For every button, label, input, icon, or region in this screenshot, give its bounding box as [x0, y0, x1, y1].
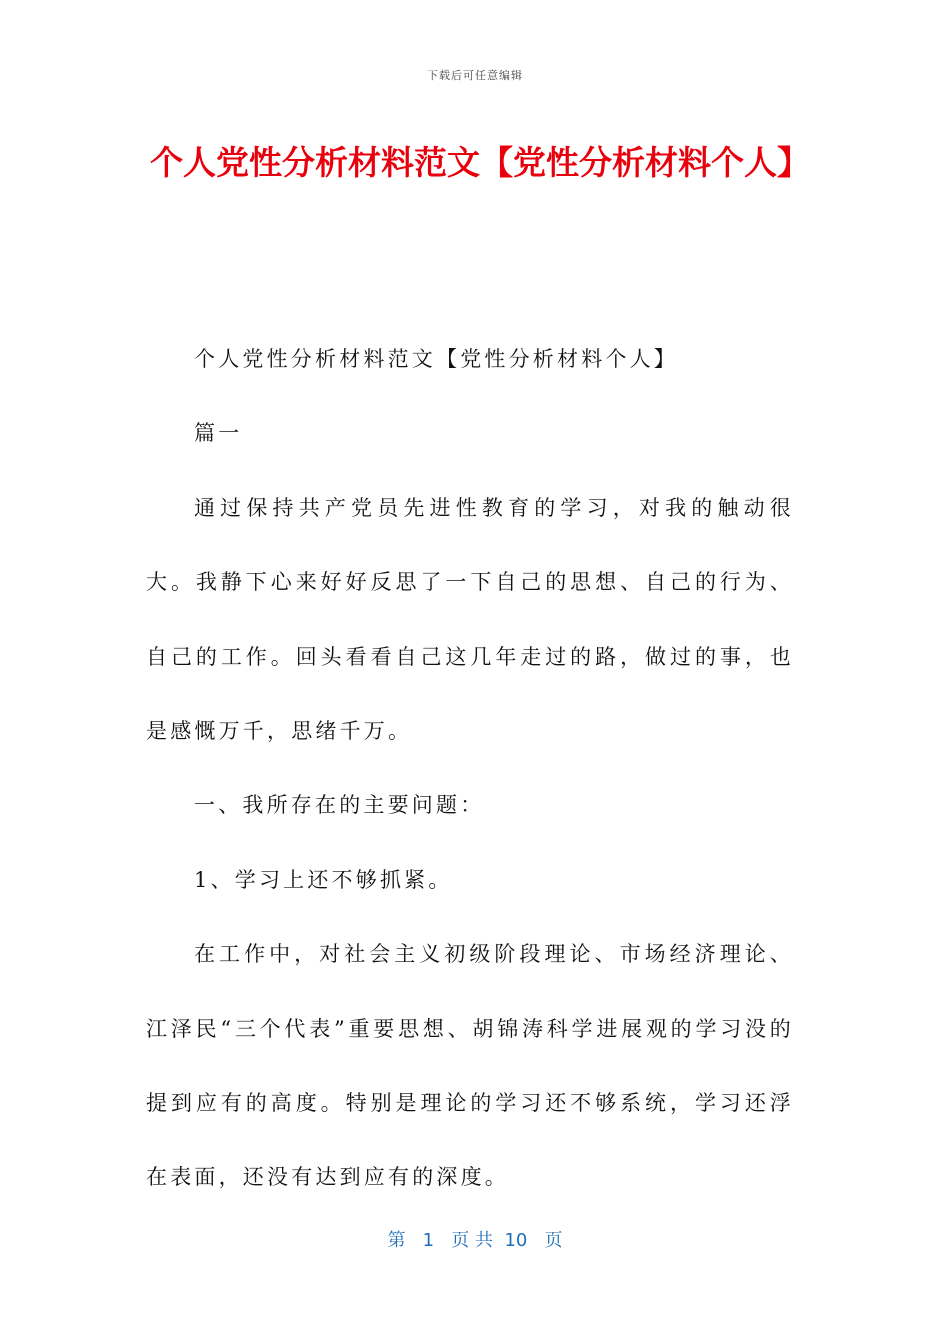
footer-current-page: 1	[422, 1230, 435, 1251]
body-paragraph: 一、我所存在的主要问题：	[194, 793, 485, 818]
document-title: 个人党性分析材料范文【党性分析材料个人】	[150, 143, 810, 182]
body-paragraph: 在工作中，对社会主义初级阶段理论、市场经济理论、江泽民“三个代表”重要思想、胡锦涛科学进展观的学习没的提到应有的高度。特别是理论的学习还不够系统，学习还浮在表面，还没有达到应有的深度。	[146, 942, 794, 1190]
document-body	[146, 322, 794, 1215]
body-paragraph: 通过保持共产党员先进性教育的学习，对我的触动很大。我静下心来好好反思了一下自己的思想、自己的行为、自己的工作。回头看看自己这几年走过的路，做过的事，也是感慨万千，思绪千万。	[146, 495, 794, 744]
footer-middle: 页 共	[451, 1230, 493, 1251]
footer-suffix: 页	[544, 1230, 563, 1251]
header-note: 下载后可任意编辑	[427, 69, 523, 82]
body-paragraph: 1、学习上还不够抓紧。	[194, 867, 453, 892]
body-paragraph: 个人党性分析材料范文【党性分析材料个人】	[194, 347, 678, 371]
body-paragraph: 篇一	[194, 421, 243, 446]
page-footer	[0, 1226, 950, 1252]
footer-total-pages: 10	[504, 1230, 528, 1251]
footer-prefix: 第	[387, 1230, 406, 1251]
